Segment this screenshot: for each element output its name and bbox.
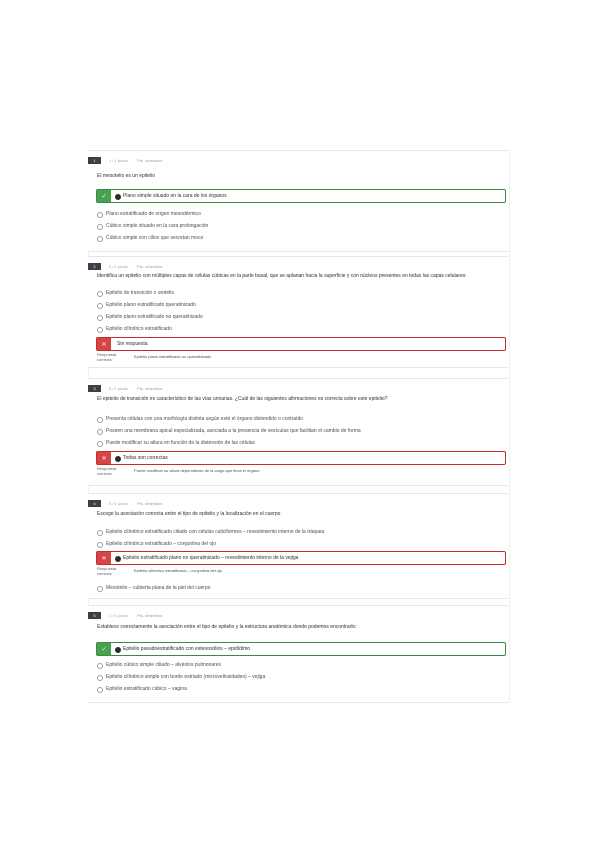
radio-button[interactable] xyxy=(97,542,103,548)
radio-button[interactable] xyxy=(97,586,103,592)
option-text: Cúbico simple situado en la cara prolongación xyxy=(106,223,209,229)
option-text: Epitelio de transición o urotelio xyxy=(106,290,175,296)
question-meta xyxy=(109,612,162,619)
correct-answer-label: Respuesta correcta: xyxy=(97,566,117,576)
question-points-label: Pts. obtenidos xyxy=(137,501,163,506)
option-text: Epitelio cilíndrico estratificado ciliado con células caliciformes – revestimiento interno de la tráquea xyxy=(106,529,325,535)
cross-icon: ✕ xyxy=(97,452,111,464)
question-meta xyxy=(109,157,162,164)
question-score: 1 / 1 punto xyxy=(109,158,128,163)
radio-button[interactable] xyxy=(97,212,103,218)
radio-button[interactable] xyxy=(97,663,103,669)
check-icon: ✓ xyxy=(97,190,111,202)
question-points-label: Pts. obtenidos xyxy=(137,264,163,269)
option-text: Epitelio estratificado cúbico – vagina xyxy=(106,686,187,692)
radio-button[interactable] xyxy=(97,236,103,242)
question-text: Escoge la asociación correcta entre el tipo de epitelio y la localización en el cuerpo xyxy=(97,511,281,517)
option-text: Plano estratificado de origen mesodérmico xyxy=(106,211,201,217)
radio-button[interactable] xyxy=(97,224,103,230)
question-text: El epitelio de transición es característico de las vías urinarias. ¿Cuál de las siguientes afirmaciones es correcta sobre este epitelio? xyxy=(97,396,388,402)
radio-button[interactable] xyxy=(97,303,103,309)
selected-answer[interactable] xyxy=(96,451,506,465)
correct-answer-label: Respuesta correcta: xyxy=(97,352,117,362)
question-score: 0 / 1 punto xyxy=(109,264,128,269)
question-meta xyxy=(109,385,162,392)
selected-answer[interactable] xyxy=(96,642,506,656)
option-text: Epitelio plano estratificado queratinizado xyxy=(106,302,196,308)
radio-button[interactable] xyxy=(97,441,103,447)
question-3 xyxy=(88,378,508,486)
question-number: 5 xyxy=(88,612,101,619)
question-score: 0 / 1 punto xyxy=(109,501,128,506)
selected-answer-text: Plano simple situado en la cara de los órganos xyxy=(123,193,227,199)
correct-answer-text: Epitelio plano estratificado no queratinizado xyxy=(134,354,212,359)
question-4 xyxy=(88,493,508,599)
cross-icon: ✕ xyxy=(97,552,111,564)
radio-button[interactable] xyxy=(97,530,103,536)
radio-selected xyxy=(115,556,121,562)
question-points-label: Pts. obtenidos xyxy=(137,158,163,163)
radio-button[interactable] xyxy=(97,315,103,321)
radio-selected xyxy=(115,456,121,462)
selected-answer[interactable] xyxy=(96,189,506,203)
question-meta xyxy=(109,500,162,507)
question-1 xyxy=(88,150,508,252)
option-text: Cúbico simple con cilios que secretan moco xyxy=(106,235,204,241)
radio-button[interactable] xyxy=(97,429,103,435)
correct-answer-text: Epitelio cilíndrico estratificado – conjuntiva del ojo xyxy=(134,568,223,573)
question-number: 4 xyxy=(88,500,101,507)
question-number: 1 xyxy=(88,157,101,164)
option-text: Epitelio plano estratificado no queratinizado xyxy=(106,314,203,320)
question-score: 0 / 1 punto xyxy=(109,386,128,391)
correct-answer-label: Respuesta correcta: xyxy=(97,466,117,476)
radio-button[interactable] xyxy=(97,291,103,297)
selected-answer[interactable] xyxy=(96,551,506,565)
check-icon: ✓ xyxy=(97,643,111,655)
selected-answer[interactable] xyxy=(96,337,506,351)
radio-button[interactable] xyxy=(97,417,103,423)
option-text: Epitelio cilíndrico simple con borde estriado (microvellosidades) – vejiga xyxy=(106,674,266,680)
option-text: Epitelio cilíndrico estratificado – conjuntiva del ojo xyxy=(106,541,217,547)
option-text: Epitelio cúbico simple ciliado – alvéolos pulmonares xyxy=(106,662,222,668)
cross-icon: ✕ xyxy=(97,338,111,350)
radio-selected xyxy=(115,194,121,200)
question-text: Establece correctamente la asociación entre el tipo de epitelio y la estructura anatómica donde podemos encontrarlo: xyxy=(97,624,357,630)
question-text: Identifica un epitelio con múltiples capas de células cúbicas en la parte basal, que se aplanan hacia la superficie y con núcleos presentes en todas las capas celulares: xyxy=(97,273,467,279)
question-number: 3 xyxy=(88,385,101,392)
radio-selected xyxy=(115,647,121,653)
question-5 xyxy=(88,605,508,703)
question-meta xyxy=(109,263,162,270)
question-number: 2 xyxy=(88,263,101,270)
radio-button[interactable] xyxy=(97,687,103,693)
question-2 xyxy=(88,256,508,368)
selected-answer-text: Sin respuesta xyxy=(117,341,148,347)
option-text: Poseen una membrana apical especializada, asociada a la presencia de vesículas que facilitan el cambio de forma xyxy=(106,428,361,434)
selected-answer-text: Todas son correctas xyxy=(123,455,168,461)
selected-answer-text: Epitelio pseudoestratificado con estereocilios – epidídimo xyxy=(123,646,251,652)
correct-answer-text: Puede modificar su altura dependiendo de la carga que lleva el órgano xyxy=(134,468,260,473)
radio-button[interactable] xyxy=(97,327,103,333)
question-text: El mesotelio es un epitelio xyxy=(97,173,156,179)
question-points-label: Pts. obtenidos xyxy=(137,613,163,618)
option-text: Puede modificar su altura en función de la distensión de las células xyxy=(106,440,255,446)
question-score: 1 / 1 punto xyxy=(109,613,128,618)
radio-button[interactable] xyxy=(97,675,103,681)
option-text: Epitelio cilíndrico estratificado xyxy=(106,326,172,332)
option-text: Presenta células con una morfología distinta según esté el órgano distendido o contraído xyxy=(106,416,304,422)
question-points-label: Pts. obtenidos xyxy=(137,386,163,391)
option-text: Mesotelio – cubierta plana de la piel del cuerpo xyxy=(106,585,211,591)
selected-answer-text: Epitelio estratificado plano no queratinizado – revestimiento interno de la vejiga xyxy=(123,555,299,561)
